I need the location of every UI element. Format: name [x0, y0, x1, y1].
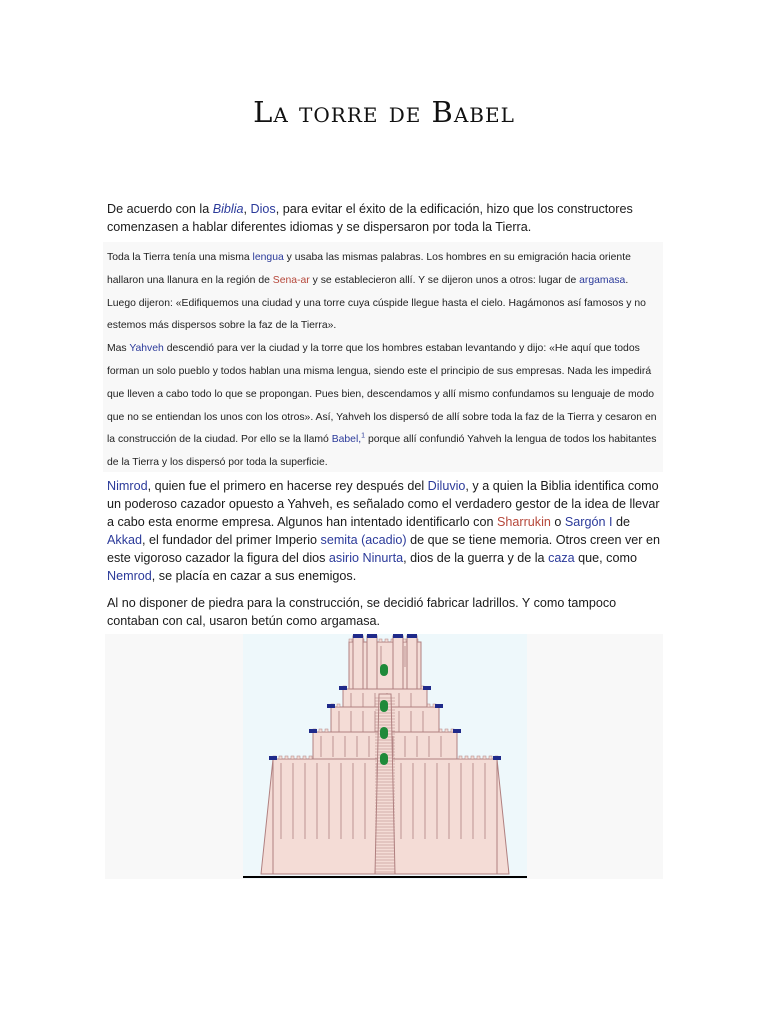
tower-battlement — [445, 729, 448, 732]
intro-text-1: De acuerdo con la — [107, 202, 213, 216]
turret-cap — [407, 634, 417, 638]
nimrod-text-5: de que se tiene memoria. Otros creen ver en este vigoroso cazador la figura del dios — [107, 533, 661, 565]
tower-battlement — [477, 756, 480, 759]
turret-cap — [353, 634, 363, 638]
quote-paragraph-1 — [107, 247, 657, 338]
corner-merlon — [339, 686, 347, 690]
tower-battlement — [297, 756, 300, 759]
page-title: La torre de Babel — [253, 95, 515, 129]
quote-paragraph-2 — [107, 338, 657, 475]
nimrod-text-1: , quien fue el primero en hacerse rey después del — [147, 479, 428, 493]
link-nemrod[interactable]: Nemrod — [107, 569, 152, 583]
quote-text-b2: descendió para ver la ciudad y la torre que los hombres estaban levantando y dijo: «He aquí que todos forman un solo pueblo y todos hablan una misma lengua, siendo este el principio de sus empresas. Nada les impedirá que lleven a cabo todo lo que se propongan. Pues bien, descendamos y allí mismo confundamos su lenguaje de modo que no se entiendan los unos con los otros». Así, Yahveh los dispersó de allí sobre toda la faz de la Tierra y cesaron en la construcción de la ciudad. Por ello se la llamó — [107, 343, 657, 446]
quote-text-a1: Toda la Tierra tenía una misma — [107, 252, 253, 263]
tower-battlement — [489, 756, 492, 759]
tower-battlement — [309, 756, 312, 759]
intro-paragraph — [107, 200, 662, 236]
quote-text-b3: porque allí confundió Yahveh la lengua de todos los habitantes de la Tierra y los dispersó por toda la superficie. — [107, 434, 657, 469]
intro-text-2: , para evitar el éxito de la edificación, hizo que los constructores comenzasen a hablar diferentes idiomas y se dispersaron por toda la Tierra. — [107, 202, 633, 234]
tower-battlement — [379, 639, 382, 642]
nimrod-text-8: , se placía en cazar a sus enemigos. — [151, 569, 357, 583]
central-staircase — [375, 694, 395, 874]
top-turret — [367, 636, 377, 689]
nimrod-text-3: de — [612, 515, 631, 529]
link-diluvio[interactable]: Diluvio — [427, 479, 466, 493]
tower-battlement — [319, 729, 322, 732]
quote-text-a4: . Luego dijeron: «Edifiquemos una ciudad y una torre cuya cúspide llegue hasta el cielo. Hagámonos así famosos y no estemos más dispersos sobre la faz de la Tierra». — [107, 274, 646, 332]
bible-quote-block — [103, 242, 663, 472]
nimrod-text-o: o — [550, 515, 565, 529]
quote-text-b1: Mas — [107, 343, 130, 355]
closing-paragraph: Al no disponer de piedra para la construcción, se decidió fabricar ladrillos. Y como tampoco contaban con cal, usaron betún como argamasa. — [107, 596, 617, 628]
tower-door — [380, 727, 388, 739]
turret-cap — [393, 634, 403, 638]
corner-merlon — [309, 729, 317, 733]
link-dios[interactable]: Dios — [250, 202, 276, 216]
top-turret — [407, 636, 417, 689]
corner-merlon — [435, 704, 443, 708]
nimrod-paragraph — [107, 477, 662, 585]
link-biblia[interactable]: Biblia — [212, 202, 244, 216]
link-sharrukin[interactable]: Sharrukin — [496, 515, 551, 529]
tower-door — [380, 700, 388, 712]
quote-text-a3: y se establecieron allí. Y se dijeron unos a otros: lugar de — [309, 274, 580, 286]
link-yahveh[interactable]: Yahveh — [129, 343, 164, 355]
link-nimrod[interactable]: Nimrod — [107, 479, 148, 493]
tower-battlement — [325, 729, 328, 732]
tower-door — [380, 753, 388, 765]
link-babel[interactable]: Babel, — [331, 434, 362, 446]
top-turret — [353, 636, 363, 689]
link-sena-ar[interactable]: Sena-ar — [272, 274, 310, 286]
link-caza[interactable]: caza — [548, 551, 575, 565]
tower-battlement — [385, 639, 388, 642]
nimrod-text-7: que, como — [574, 551, 637, 565]
link-acadio[interactable]: (acadio) — [361, 533, 407, 547]
link-sargon[interactable]: Sargón I — [564, 515, 613, 529]
tower-battlement — [349, 639, 352, 642]
corner-merlon — [453, 729, 461, 733]
tower-battlement — [483, 756, 486, 759]
tower-battlement — [279, 756, 282, 759]
link-argamasa[interactable]: argamasa — [579, 274, 626, 286]
tower-battlement — [465, 756, 468, 759]
link-akkad[interactable]: Akkad — [107, 533, 143, 547]
turret-cap — [367, 634, 377, 638]
nimrod-text-2: , y a quien la Biblia identifica como un poderoso cazador opuesto a Yahveh, es señalado como el verdadero gestor de la idea de llevar a cabo esta enorme empresa. Algunos han intentado identificarlo con — [107, 479, 660, 529]
corner-merlon — [269, 756, 277, 760]
link-lengua[interactable]: lengua — [252, 252, 284, 263]
link-semita[interactable]: semita — [320, 533, 358, 547]
tower-figure — [105, 634, 663, 879]
tower-battlement — [303, 756, 306, 759]
tower-battlement — [291, 756, 294, 759]
link-asirio[interactable]: asirio — [328, 551, 360, 565]
tower-battlement — [471, 756, 474, 759]
corner-merlon — [327, 704, 335, 708]
footnote-ref[interactable]: 1 — [361, 432, 366, 440]
quote-text-a2: y usaba las mismas palabras. Los hombres en su emigración hacia oriente hallaron una llanura en la región de — [107, 252, 631, 286]
nimrod-text-4: , el fundador del primer Imperio — [142, 533, 321, 547]
top-turret — [393, 636, 403, 689]
link-ninurta[interactable]: Ninurta — [362, 551, 404, 565]
nimrod-text-6: , dios de la guerra y de la — [403, 551, 549, 565]
tower-of-babel-illustration — [243, 634, 527, 879]
tower-door — [380, 664, 388, 676]
tower-battlement — [459, 756, 462, 759]
tower-battlement — [285, 756, 288, 759]
corner-merlon — [423, 686, 431, 690]
corner-merlon — [493, 756, 501, 760]
tower-battlement — [337, 704, 340, 707]
intro-comma: , — [243, 202, 251, 216]
